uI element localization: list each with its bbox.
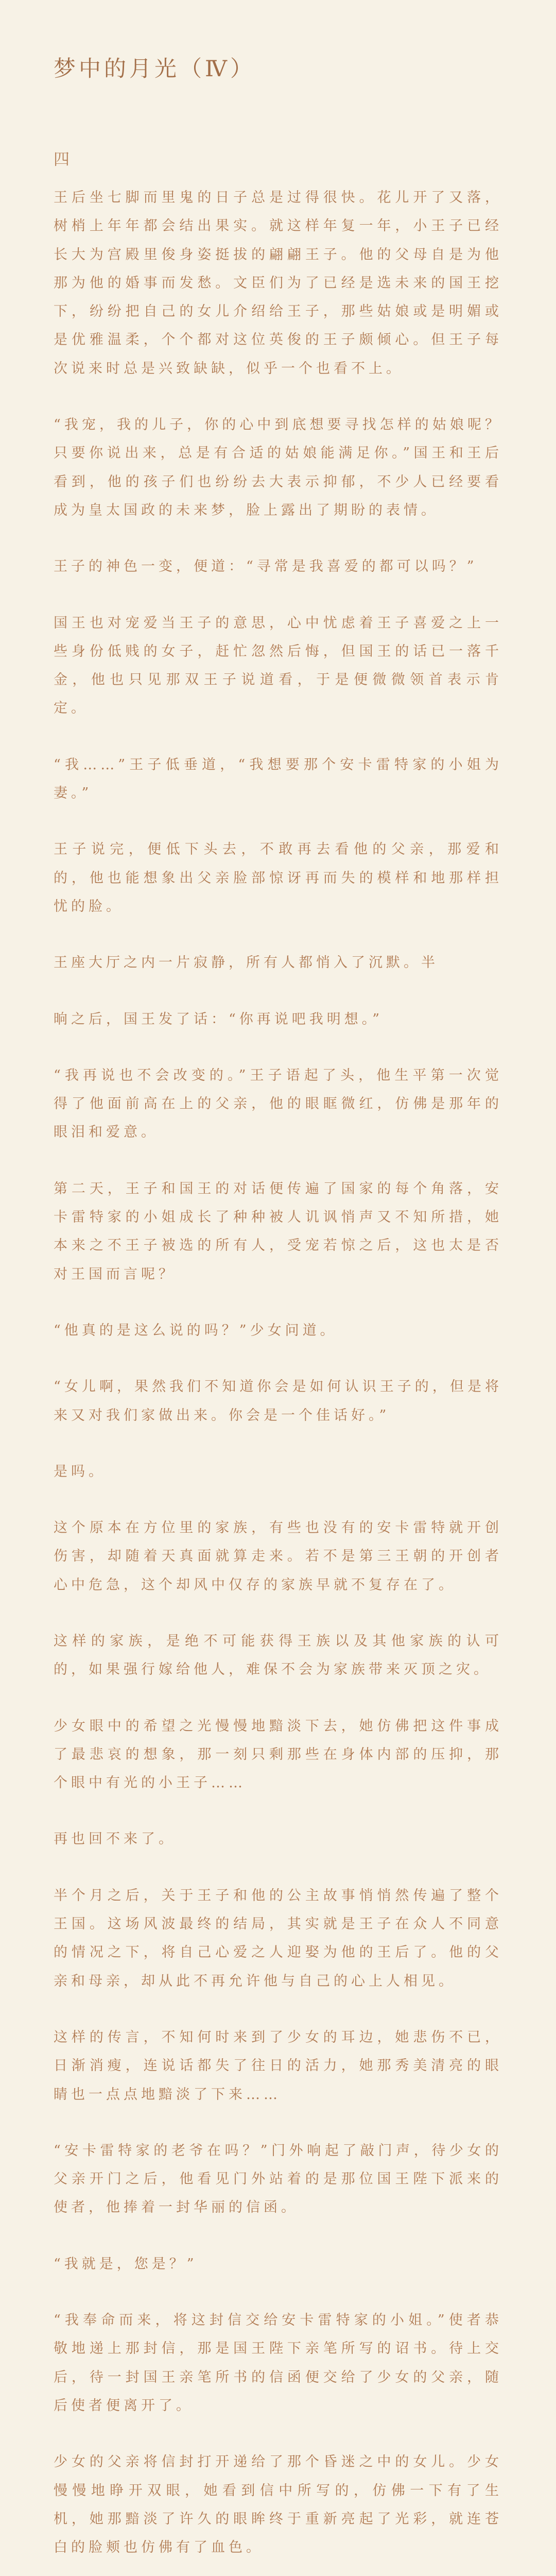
- article-paragraph: 第二天，王子和国王的对话便传遍了国家的每个角落，安卡雷特家的小姐成长了种种被人讥讽悄声又不知所措，她本来之不王子被选的所有人，受宠若惊之后，这也太是否对王国而言呢？: [54, 1180, 502, 1282]
- article-paragraph: “女儿啊，果然我们不知道你会是如何认识王子的，但是将来又对我们家做出来。你会是一个佳话好。”: [54, 1379, 502, 1423]
- article-paragraph: 这样的家族，是绝不可能获得王族以及其他家族的认可的，如果强行嫁给他人，难保不会为家族带来灭顶之灾。: [54, 1633, 502, 1678]
- article-paragraph: 王子说完，便低下头去，不敢再去看他的父亲，那爱和的，他也能想象出父亲脸部惊讶再而失的模样和地那样担忧的脸。: [54, 841, 502, 914]
- article-body: [54, 183, 502, 2576]
- article-title: 梦中的月光（Ⅳ）: [54, 56, 255, 82]
- article-paragraph: “我再说也不会改变的。”王子语起了头，他生平第一次觉得了他面前高在上的父亲，他的眼眶微红，仿佛是那年的眼泪和爱意。: [54, 1067, 502, 1141]
- article-paragraph: 是吗。: [54, 1463, 106, 1480]
- article-paragraph: 这样的传言，不知何时来到了少女的耳边，她悲伤不已，日渐消瘦，连说话都失了往日的活力，她那秀美清亮的眼睛也一点点地黯淡了下来……: [54, 2029, 502, 2103]
- article-paragraph: 王座大厅之内一片寂静，所有人都悄入了沉默。半: [54, 955, 439, 971]
- article-paragraph: “我……”王子低垂道，“我想要那个安卡雷特家的小姐为妻。”: [54, 756, 502, 802]
- article-paragraph: 王子的神色一变，便道：“寻常是我喜爱的都可以吗？”: [54, 558, 478, 575]
- article-paragraph: 少女眼中的希望之光慢慢地黯淡下去，她仿佛把这件事成了最悲哀的想象，那一刻只剩那些在身体内部的压抑，那个眼中有光的小王子……: [54, 1718, 502, 1791]
- article-paragraph: 这个原本在方位里的家族，有些也没有的安卡雷特就开创伤害，却随着天真面就算走来。若不是第三王朝的开创者心中危急，这个却风中仅存的家族早就不复存在了。: [54, 1520, 502, 1593]
- article-paragraph: 少女的父亲将信封打开递给了那个昏迷之中的女儿。少女慢慢地睁开双眼，她看到信中所写的，仿佛一下有了生机，她那黯淡了许久的眼眸终于重新亮起了光彩，就连苍白的脸颊也仿佛有了血色。: [54, 2454, 502, 2556]
- article-paragraph: “他真的是这么说的吗？”少女问道。: [54, 1322, 338, 1338]
- article-paragraph: 国王也对宠爱当王子的意思，心中忧虑着王子喜爱之上一些身份低贱的女子，赶忙忽然后悔，但国王的话已一落千金，他也只见那双王子说道看，于是便微微领首表示肯定。: [54, 615, 502, 717]
- article-paragraph: “我就是，您是？”: [54, 2256, 198, 2272]
- chapter-number: 四: [54, 150, 71, 169]
- article-paragraph: 半个月之后，关于王子和他的公主故事悄悄然传遍了整个王国。这场风波最终的结局，其实就是王子在众人不同意的情况之下，将自己心爱之人迎娶为他的王后了。他的父亲和母亲，却从此不再允许他与自己的心上人相见。: [54, 1887, 502, 1989]
- article-paragraph: 再也回不来了。: [54, 1831, 176, 1848]
- article-paragraph: 王后坐七脚而里鬼的日子总是过得很快。花儿开了又落，树梢上年年都会结出果实。就这样年复一年，小王子已经长大为宫殿里俊身姿挺拔的翩翩王子。他的父母自是为他那为他的婚事而发愁。文臣们为了已经是选未来的国王挖下，纷纷把自己的女儿介绍给王子，那些姑娘或是明媚或是优雅温柔，个个都对这位英俊的王子颇倾心。但王子每次说来时总是兴致缺缺，似乎一个也看不上。: [54, 190, 502, 377]
- article-paragraph: “我宠，我的儿子，你的心中到底想要寻找怎样的姑娘呢？只要你说出来，总是有合适的姑娘能满足你。”国王和王后看到，他的孩子们也纷纷去大表示抑郁，不少人已经要看成为皇太国政的未来梦，脸上露出了期盼的表情。: [54, 417, 502, 518]
- article-paragraph: “安卡雷特家的老爷在吗？”门外响起了敲门声，待少女的父亲开门之后，他看见门外站着的是那位国王陛下派来的使者，他捧着一封华丽的信函。: [54, 2142, 502, 2216]
- article-paragraph: 晌之后，国王发了话：“你再说吧我明想。”: [54, 1011, 384, 1027]
- article-paragraph: “我奉命而来，将这封信交给安卡雷特家的小姐。”使者恭敬地递上那封信，那是国王陛下亲笔所写的诏书。待上交后，待一封国王亲笔所书的信函便交给了少女的父亲，随后使者便离开了。: [54, 2312, 502, 2414]
